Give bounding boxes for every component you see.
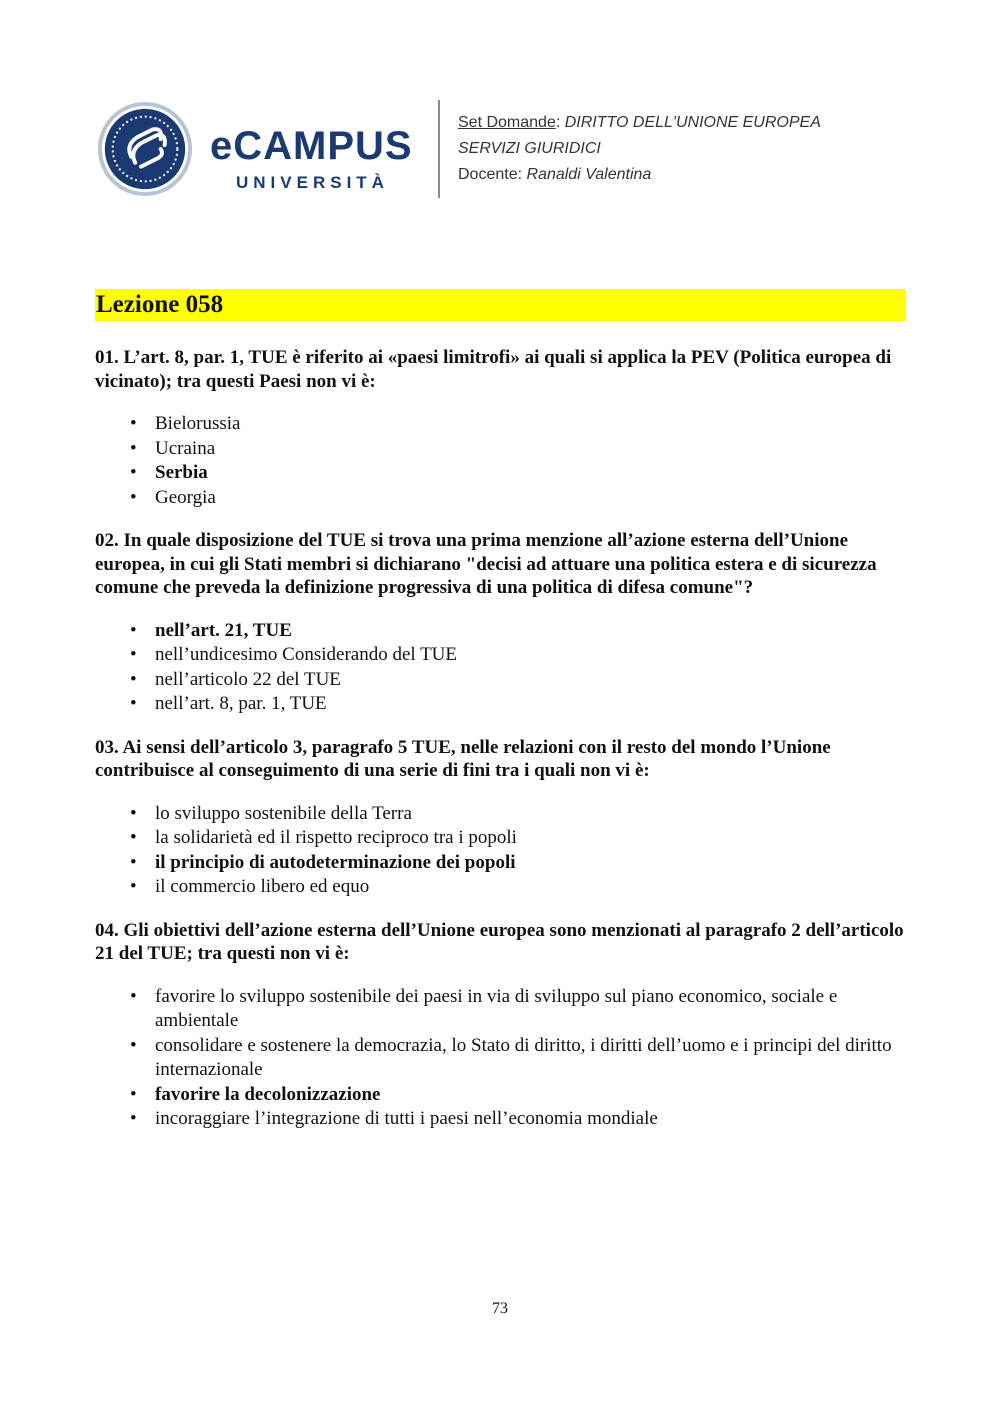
answer-list [95,412,907,510]
answer-text: il principio di autodeterminazione dei popoli [155,851,516,873]
answer-item [95,486,907,511]
question-text: 01. L’art. 8, par. 1, TUE è riferito ai «paesi limitrofi» ai quali si applica la PEV (Politica europea di vicinato); tra questi Paesi non vi è: [95,347,892,392]
answer-item [95,826,907,851]
answer-text: nell’articolo 22 del TUE [155,668,341,690]
docente-label: Docente: [458,166,523,183]
answer-text: consolidare e sostenere la democrazia, lo Stato di diritto, i diritti dell’uomo e i principi del diritto internazionale [155,1034,892,1080]
bullet-icon: • [130,486,137,508]
bullet-icon: • [130,985,137,1007]
docente-value: Ranaldi Valentina [526,166,652,183]
docente-line [458,162,821,188]
answer-item [95,643,907,668]
answer-item-correct [95,851,907,876]
bullet-icon: • [130,644,137,665]
bullet-icon: • [130,851,137,873]
question-text: 02. In quale disposizione del TUE si trova una prima menzione all’azione esterna dell’Unione europea, in cui gli Stati membri si dichiarano "decisi ad attuare una politica estera e di sicurezza comune che preveda la definizione progressiva di una politica di difesa comune"? [95,530,877,598]
answer-item-correct [95,619,907,644]
answer-item [95,875,907,900]
bullet-icon: • [130,693,137,714]
page-number: 73 [492,1300,508,1317]
answer-item [95,412,907,437]
answer-text: Bielorussia [155,413,241,434]
answer-list [95,985,907,1132]
bullet-icon: • [130,876,137,897]
answer-text: favorire la decolonizzazione [155,1083,381,1105]
answer-item [95,1107,907,1132]
set-label: Set Domande [458,114,556,131]
question-text: 03. Ai sensi dell’articolo 3, paragrafo 5 TUE, nelle relazioni con il resto del mondo l’Unione contribuisce al conseguimento di una serie di fini tra i quali non vi è: [95,736,831,781]
answer-text: nell’undicesimo Considerando del TUE [155,644,458,665]
answer-item [95,802,907,827]
lesson-title: Lezione 058 [96,291,224,318]
bullet-icon: • [130,827,137,848]
answer-text: il commercio libero ed equo [155,876,370,897]
questions-list [95,346,907,1151]
answer-text: lo sviluppo sostenibile della Terra [155,802,412,824]
question-text: 04. Gli obiettivi dell’azione esterna dell’Unione europea sono menzionati al paragrafo 2 dell’articolo 21 del TUE; tra questi non vi è: [95,919,904,964]
lesson-heading [95,289,906,321]
bullet-icon: • [130,437,137,459]
logo-wordmark: eCAMPUS [210,124,413,168]
answer-text: nell’art. 21, TUE [155,619,292,641]
bullet-icon: • [130,1034,137,1056]
header-meta [458,110,821,188]
question-block [95,529,907,717]
answer-item-correct [95,461,907,486]
page-header [96,98,916,202]
answer-text: nell’art. 8, par. 1, TUE [155,693,327,714]
ecampus-badge-icon [96,100,194,198]
question-block [95,736,907,900]
answer-list [95,802,907,900]
set-value: DIRITTO DELL'UNIONE EUROPEA [564,114,821,131]
answer-text: favorire lo sviluppo sostenibile dei paesi in via di sviluppo sul piano economico, sociale e ambientale [155,985,838,1031]
logo-subtitle: UNIVERSITÀ [236,173,389,192]
header-divider [438,100,440,198]
set-value-line2: SERVIZI GIURIDICI [458,140,601,157]
bullet-icon: • [130,462,137,483]
question-block [95,346,907,510]
answer-item [95,692,907,717]
set-line: Set Domande: DIRITTO DELL'UNIONE EUROPEA [458,114,821,131]
bullet-icon: • [130,668,137,690]
answer-text: la solidarietà ed il rispetto reciproco tra i popoli [155,827,517,848]
answer-text: Georgia [155,486,216,508]
question-block [95,919,907,1132]
answer-text: Serbia [155,462,208,483]
answer-text: Ucraina [155,437,216,459]
answer-item-correct [95,1083,907,1108]
bullet-icon: • [130,1108,137,1129]
bullet-icon: • [130,619,137,641]
answer-list [95,619,907,717]
answer-item [95,437,907,462]
answer-text: incoraggiare l’integrazione di tutti i paesi nell’economia mondiale [155,1108,658,1129]
answer-item [95,1034,907,1083]
answer-item [95,668,907,693]
bullet-icon: • [130,413,137,434]
bullet-icon: • [130,1083,137,1105]
bullet-icon: • [130,802,137,824]
answer-item [95,985,907,1034]
